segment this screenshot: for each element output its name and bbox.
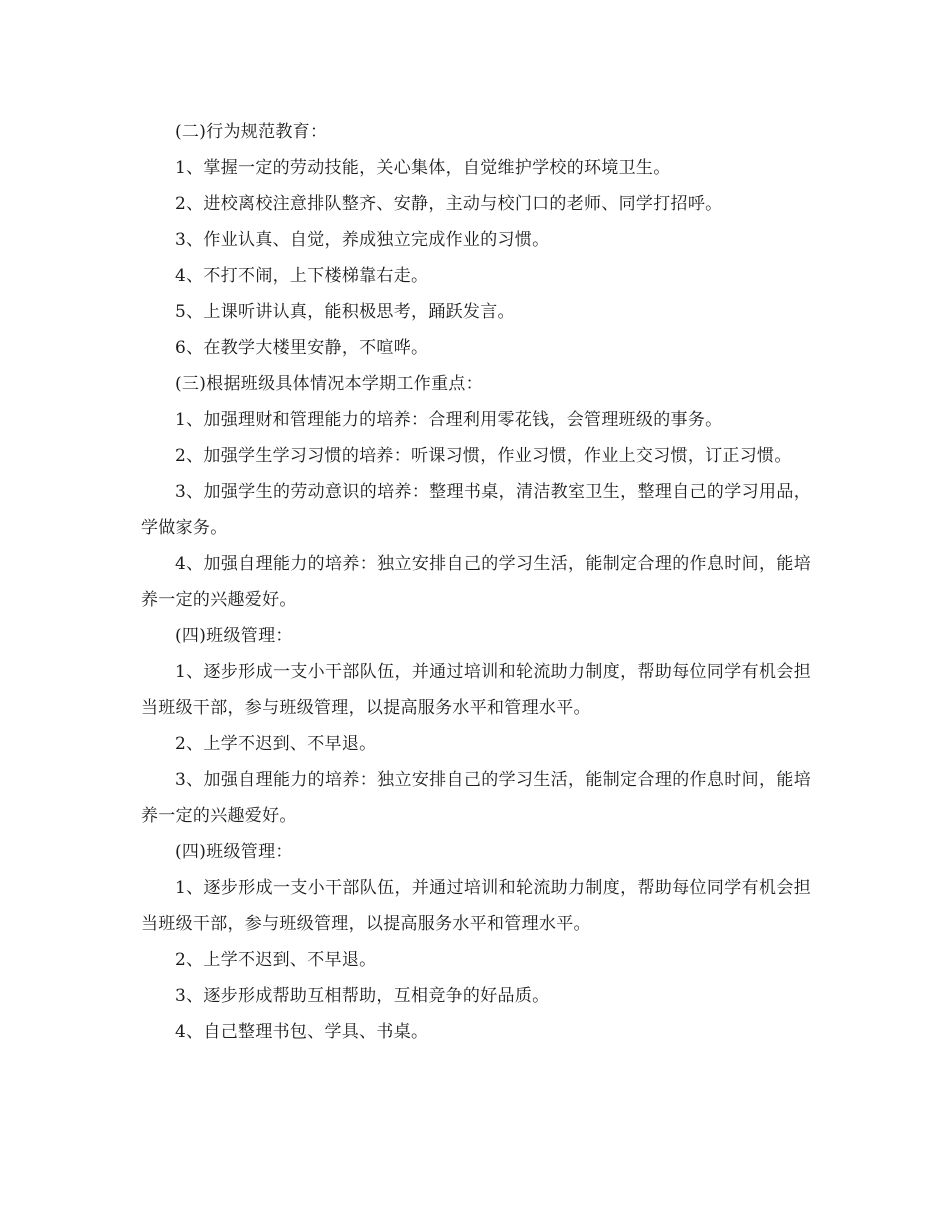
section-heading-behavior: (二)行为规范教育： [175,122,328,142]
paragraph: 3、加强学生的劳动意识的培养：整理书桌，清洁教室卫生，整理自己的学习用品，学做家务。 [141,482,811,538]
paragraph: 2、上学不迟到、不早退。 [175,734,377,754]
paragraph: 4、加强自理能力的培养：独立安排自己的学习生活，能制定合理的作息时间，能培养一定的兴趣爱好。 [141,554,811,610]
section-heading-focus: (三)根据班级具体情况本学期工作重点： [175,374,483,394]
document-page [141,114,811,1050]
paragraph: 2、上学不迟到、不早退。 [175,950,377,970]
paragraph: 1、加强理财和管理能力的培养：合理利用零花钱，会管理班级的事务。 [175,410,723,430]
section-heading-management: (四)班级管理： [175,626,293,646]
paragraph: 6、在教学大楼里安静，不喧哗。 [175,338,429,358]
paragraph: 5、上课听讲认真，能积极思考，踊跃发言。 [175,302,515,322]
section-heading-management: (四)班级管理： [175,842,293,862]
paragraph: 3、逐步形成帮助互相帮助，互相竞争的好品质。 [175,986,550,1006]
paragraph: 3、加强自理能力的培养：独立安排自己的学习生活，能制定合理的作息时间，能培养一定的兴趣爱好。 [141,770,811,826]
paragraph: 3、作业认真、自觉，养成独立完成作业的习惯。 [175,230,550,250]
paragraph: 1、掌握一定的劳动技能，关心集体，自觉维护学校的环境卫生。 [175,158,671,178]
paragraph: 4、不打不闹，上下楼梯靠右走。 [175,266,429,286]
paragraph: 4、自己整理书包、学具、书桌。 [175,1022,429,1042]
paragraph: 1、逐步形成一支小干部队伍，并通过培训和轮流助力制度，帮助每位同学有机会担当班级干部，参与班级管理，以提高服务水平和管理水平。 [141,878,811,934]
paragraph: 1、逐步形成一支小干部队伍，并通过培训和轮流助力制度，帮助每位同学有机会担当班级干部，参与班级管理，以提高服务水平和管理水平。 [141,662,811,718]
paragraph: 2、进校离校注意排队整齐、安静，主动与校门口的老师、同学打招呼。 [175,194,723,214]
paragraph: 2、加强学生学习习惯的培养：听课习惯，作业习惯，作业上交习惯，订正习惯。 [175,446,792,466]
